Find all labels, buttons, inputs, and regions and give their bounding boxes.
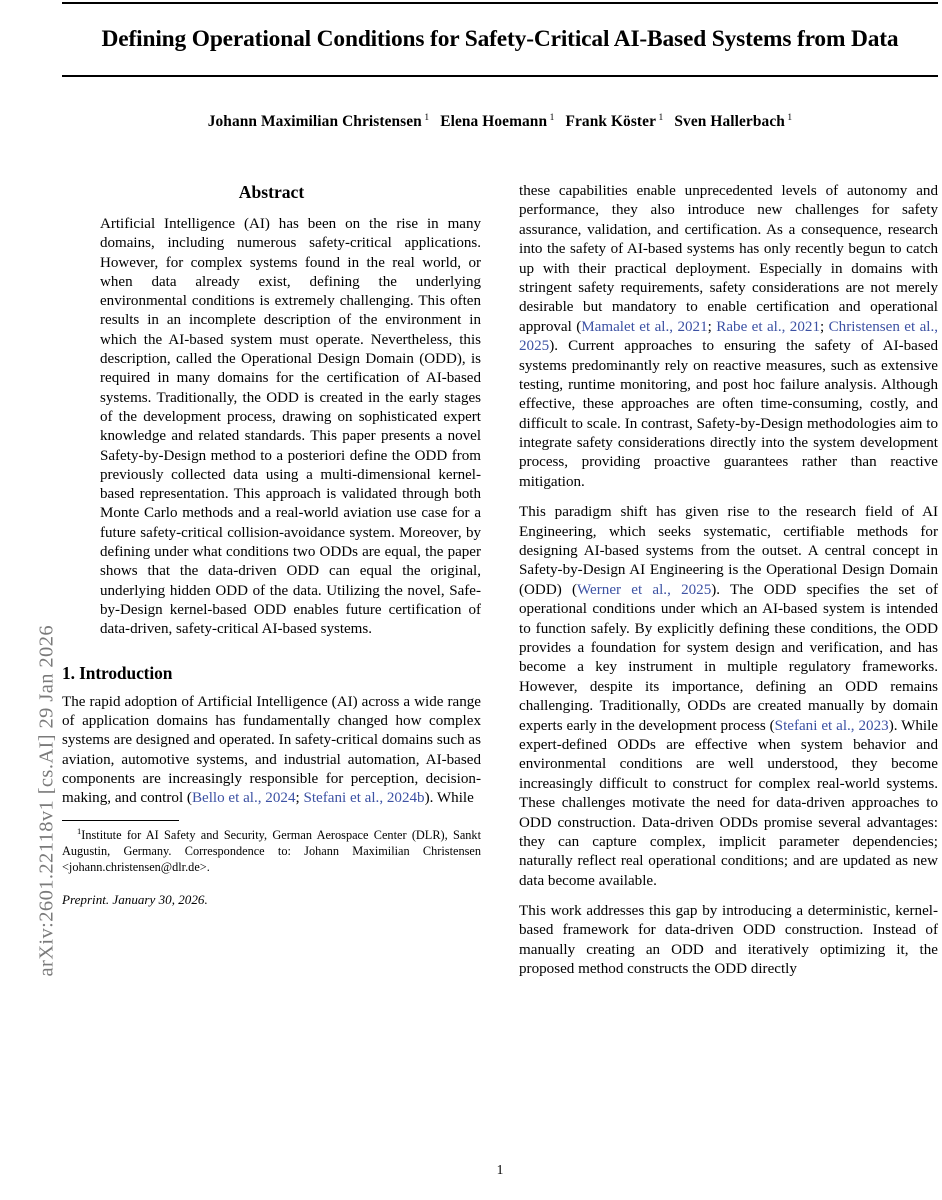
abstract-heading: Abstract [238,182,305,202]
intro-paragraph-1 [62,693,481,809]
right-text-part-3: This paradigm shift has given rise to the research field of AI Engineering, which seeks systematic, certifiable methods for designing AI-based systems from the outset. A central concept in Safety-by-Design AI Engineering is the Operational Design Domain (ODD) ( [519,504,938,598]
citation-stefani-2023[interactable]: Stefani et al., 2023 [774,717,889,734]
citation-mamalet-2021[interactable]: Mamalet et al., 2021 [581,318,708,335]
citation-bello-2024[interactable]: Bello et al., 2024 [191,790,296,807]
footnote-marker: 1 [77,826,82,837]
page-number: 1 [496,1162,504,1177]
author-affiliation-marker: 1 [787,112,793,123]
right-paragraph-3: This work addresses this gap by introducing a deterministic, kernel-based framework for data-driven ODD construction. Instead of manually creating an ODD and iteratively optimizing it, the proposed method constructs the ODD directly [519,903,938,978]
right-text-part-4: ). The ODD specifies the set of operational conditions under which an AI-based system is intended to function safely. By explicitly defining these conditions, the ODD provides a foundation for system design and verification, and has become a key instrument in multiple regulatory frameworks. However, despite its importance, defining an ODD remains challenging. Traditionally, ODDs are created manually by domain experts early in the development process ( [519,581,938,734]
intro-text-part-1: The rapid adoption of Artificial Intelligence (AI) across a wide range of application domains has fundamentally changed how complex systems are designed and operated. In safety-critical domains such as aviation, automotive systems, and industrial automation, AI-based components are increasingly responsible for perception, decision-making, and control ( [62,693,481,807]
citation-separator: ; [707,318,717,335]
abstract-text: Artificial Intelligence (AI) has been on the rise in many domains, including numerous safety-critical applications. However, for complex systems found in the real world, or when data already exist, defining the underlying environmental conditions is extremely challenging. This often results in an incomplete description of the environment in which the AI-based system must operate. Nevertheless, this description, called the Operational Design Domain (ODD), is required in many domains for the certification of AI-based systems. Traditionally, the ODD is created in the early stages of the development process, drawing on sophisticated expert knowledge and related standards. This paper presents a novel Safety-by-Design method to a posteriori define the ODD from previously collected data using a multi-dimensional kernel-based representation. This approach is validated through both Monte Carlo methods and a real-world aviation use case for a future safety-critical collision-avoidance system. Moreover, by defining under what conditions two ODDs are equal, the paper shows that the data-driven ODD can equal the original, underlying hidden ODD of the data. Utilizing the novel, Safe-by-Design kernel-based ODD enables future certification of data-driven, safety-critical AI-based systems. [100,216,481,638]
author-affiliation-marker: 1 [658,112,664,123]
author-name: Elena Hoemann [440,112,548,130]
author-entry [208,113,429,130]
footnote-divider [62,820,179,821]
title-rule-top [62,2,938,4]
arxiv-identifier-stamp: arXiv:2601.22118v1 [cs.AI] 29 Jan 2026 [35,625,58,977]
two-column-body [62,182,938,991]
footnote-body: Institute for AI Safety and Security, German Aerospace Center (DLR), Sankt Augustin, Germany. Correspondence to: Johann Maximilian Christensen <johann.christensen@dlr.de>. [62,828,481,874]
right-text-part-1: these capabilities enable unprecedented levels of autonomy and performance, they also introduce new challenges for safety assurance, validation, and certification. As a consequence, research into the safety of AI-based systems has only recently begun to catch up with their practical deployment. Especially in domains with stringent safety requirements, safety considerations are not merely desirable but mandatory to enable certification and operational approval ( [519,183,938,335]
author-affiliation-marker: 1 [549,112,555,123]
author-entry [565,113,663,130]
citation-stefani-2024b[interactable]: Stefani et al., 2024b [303,790,425,807]
abstract-block [62,182,481,640]
citation-rabe-2021[interactable]: Rabe et al., 2021 [716,318,820,335]
right-column [519,182,938,991]
section-heading-introduction: 1. Introduction [62,662,173,683]
page-title: Defining Operational Conditions for Safety-Critical AI-Based Systems from Data [101,26,899,52]
right-text-part-2: ). Current approaches to ensuring the safety of AI-based systems predominantly rely on reactive measures, such as extensive testing, runtime monitoring, and post hoc failure analysis. Although effective, these approaches are often time-consuming, costly, and difficult to scale. In contrast, Safety-by-Design methodologies aim to integrate safety considerations directly into the system development process, providing proactive guarantees rather than reactive mitigation. [519,338,938,490]
author-entry [440,113,554,130]
author-list [62,113,938,131]
author-name: Sven Hallerbach [674,112,785,130]
author-name: Johann Maximilian Christensen [207,112,422,130]
intro-text-part-2: ). While [424,790,474,807]
citation-werner-2025[interactable]: Werner et al., 2025 [577,581,712,598]
footnote-block [62,820,481,908]
right-paragraph-2 [519,503,938,891]
author-affiliation-marker: 1 [424,112,430,123]
citation-separator: ; [295,790,304,807]
author-name: Frank Köster [565,112,657,130]
citation-christensen-2025[interactable]: Christensen et al., 2025 [519,318,939,355]
author-entry [674,113,792,130]
citation-separator: ; [820,318,829,335]
preprint-notice: Preprint. January 30, 2026. [62,891,208,907]
paper-page [62,0,938,1200]
left-column [62,182,481,991]
right-text-part-5: ). While expert-defined ODDs are effective when system behavior and environmental conditions are well understood, they become increasingly difficult to construct for complex real-world systems. These challenges motivate the need for data-driven approaches to ODD construction. Data-driven ODDs promise several advantages: they can capture complex, implicit parameter dependencies; naturally reflect real operational conditions; and are updated as new data become available. [519,717,939,889]
title-rule-bottom [62,75,938,77]
footnote-text [62,826,481,875]
right-paragraph-1 [519,182,938,492]
